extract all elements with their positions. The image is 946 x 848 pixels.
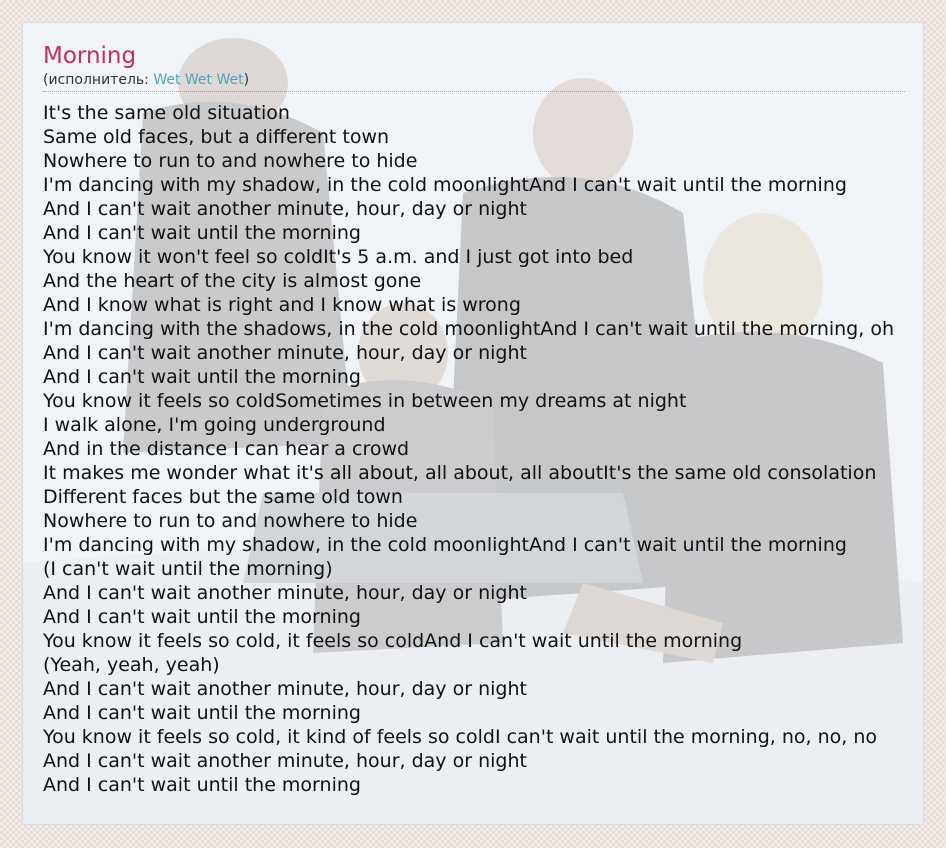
lyrics-line: You know it won't feel so coldIt's 5 a.m. and I just got into bed: [43, 246, 634, 268]
lyrics-line: And I can't wait another minute, hour, day or night: [43, 582, 527, 604]
lyrics-line: And I can't wait another minute, hour, day or night: [43, 678, 527, 700]
lyrics-line: And I can't wait another minute, hour, day or night: [43, 198, 527, 220]
lyrics-line: It's the same old situation: [43, 102, 290, 124]
lyrics-line: (I can't wait until the morning): [43, 558, 333, 580]
performer-link[interactable]: Wet Wet Wet: [153, 72, 244, 88]
lyrics-line: I walk alone, I'm going underground: [43, 414, 386, 436]
lyrics-content: [43, 41, 923, 797]
lyrics-line: And I know what is right and I know what is wrong: [43, 294, 521, 316]
lyrics-line: I'm dancing with my shadow, in the cold moonlightAnd I can't wait until the morning: [43, 534, 847, 556]
lyrics-line: Nowhere to run to and nowhere to hide: [43, 510, 418, 532]
lyrics-line: And I can't wait until the morning: [43, 702, 361, 724]
lyrics-line: You know it feels so cold, it kind of feels so coldI can't wait until the morning, no, no, no: [43, 726, 878, 748]
performer-prefix: (исполнитель:: [43, 72, 154, 88]
lyrics-line: Different faces but the same old town: [43, 486, 403, 508]
performer-suffix: ): [243, 72, 250, 88]
lyrics-line: Same old faces, but a different town: [43, 126, 390, 148]
lyrics-line: I'm dancing with my shadow, in the cold moonlightAnd I can't wait until the morning: [43, 174, 847, 196]
lyrics-line: (Yeah, yeah, yeah): [43, 654, 220, 676]
lyrics-line: You know it feels so coldSometimes in between my dreams at night: [43, 390, 687, 412]
lyrics-line: And I can't wait until the morning: [43, 366, 361, 388]
lyrics-line: You know it feels so cold, it feels so coldAnd I can't wait until the morning: [43, 630, 743, 652]
lyrics-line: Nowhere to run to and nowhere to hide: [43, 150, 418, 172]
lyrics-line: And I can't wait another minute, hour, day or night: [43, 750, 527, 772]
lyrics-text: [43, 101, 923, 797]
lyrics-line: And I can't wait until the morning: [43, 606, 361, 628]
lyrics-line: And I can't wait another minute, hour, day or night: [43, 342, 527, 364]
lyrics-line: It makes me wonder what it's all about, all about, all aboutIt's the same old consolation: [43, 462, 877, 484]
lyrics-line: And the heart of the city is almost gone: [43, 270, 422, 292]
performer-line: [43, 71, 905, 92]
lyrics-line: And I can't wait until the morning: [43, 774, 361, 796]
lyrics-line: And in the distance I can hear a crowd: [43, 438, 410, 460]
lyrics-card: [22, 22, 924, 825]
lyrics-line: And I can't wait until the morning: [43, 222, 361, 244]
lyrics-line: I'm dancing with the shadows, in the cold moonlightAnd I can't wait until the morning, oh: [43, 318, 894, 340]
song-title: Morning: [43, 43, 137, 69]
